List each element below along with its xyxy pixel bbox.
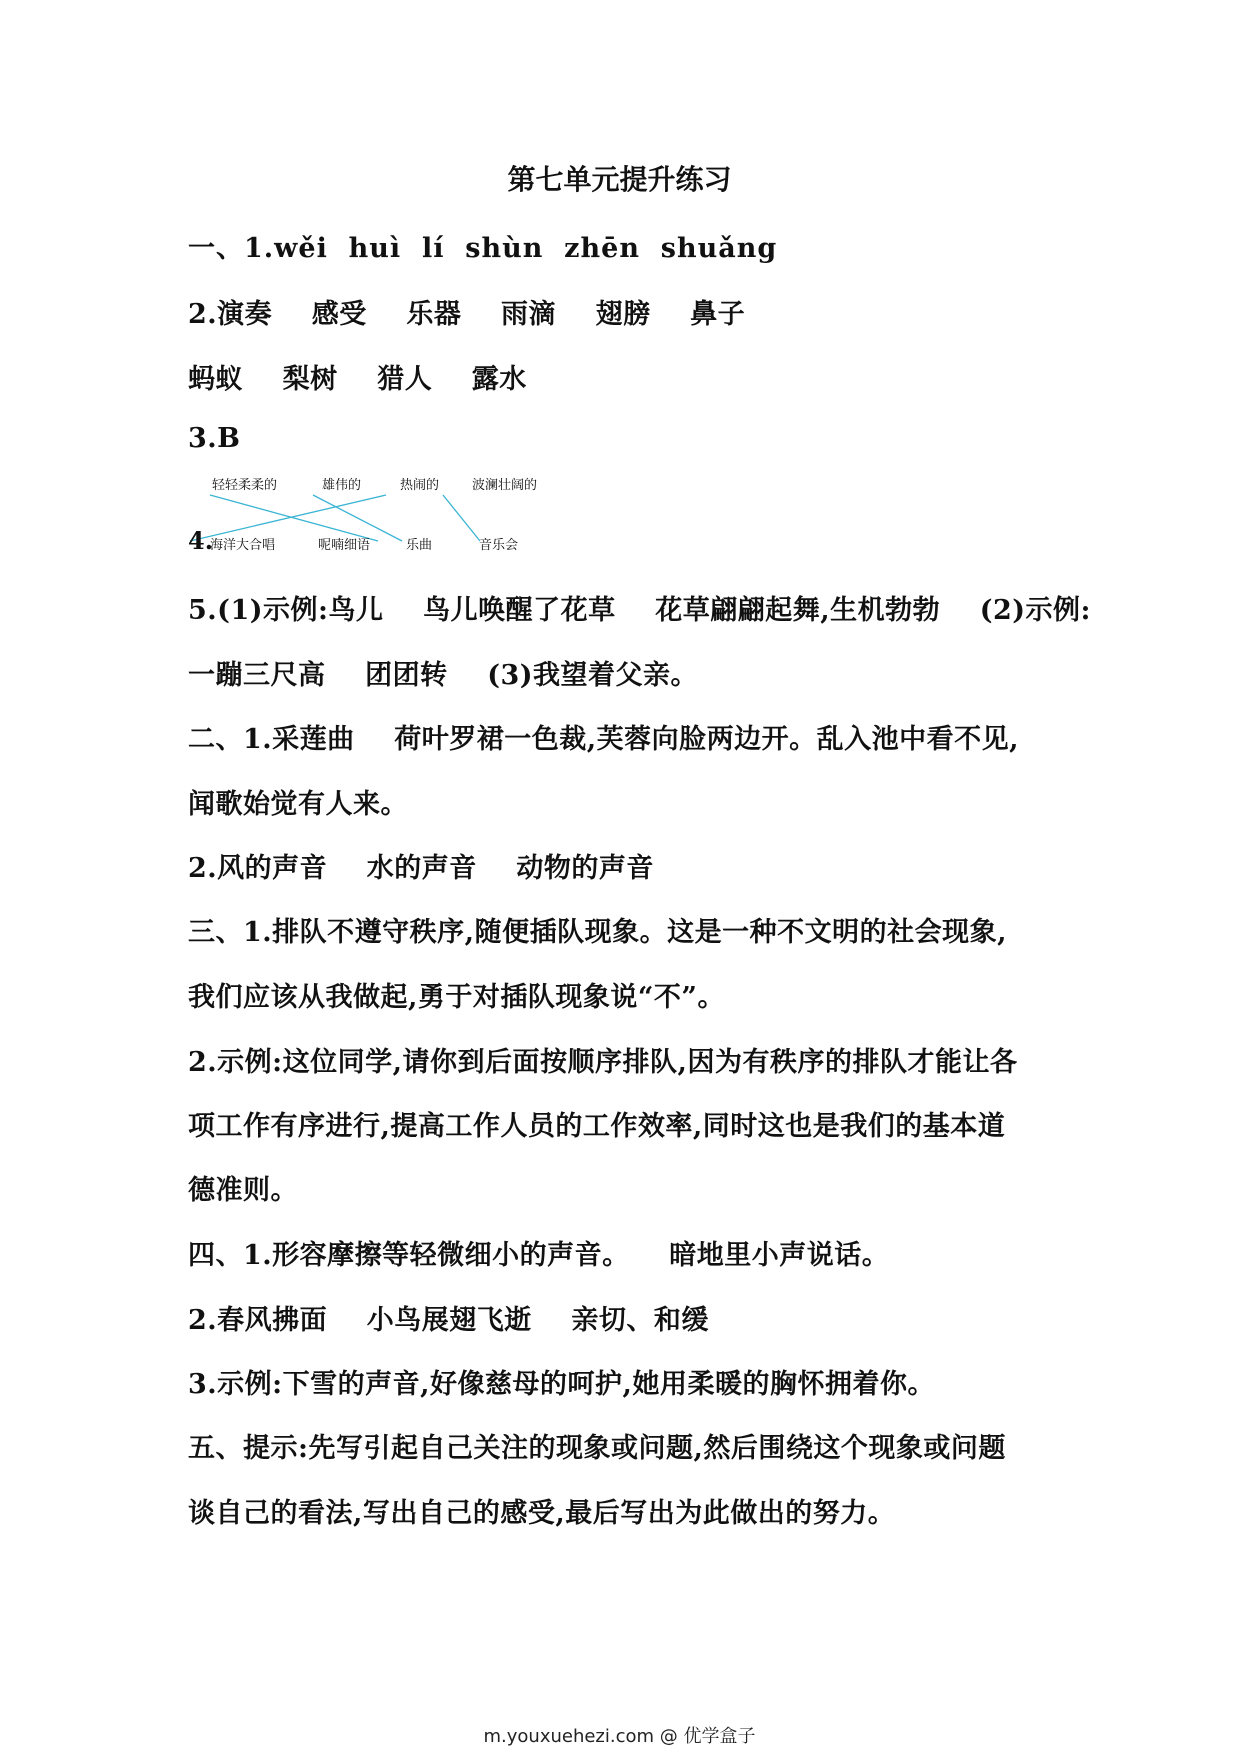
answer-line-9: 2.风的声音 水的声音 动物的声音 [188, 853, 654, 884]
answer-line-12: 2.示例:这位同学,请你到后面按顺序排队,因为有秩序的排队才能让各 [188, 1047, 1018, 1078]
answer-line-10: 三、1.排队不遵守秩序,随便插队现象。这是一种不文明的社会现象, [188, 917, 1007, 948]
match-bottom-3: 乐曲 [406, 538, 433, 553]
answer-line-1: 一、1.wěi huì lí shùn zhēn shuǎng [188, 233, 778, 264]
answer-line-4: 3.B [188, 423, 241, 454]
match-number: 4. [188, 526, 214, 555]
answer-line-19: 谈自己的看法,写出自己的感受,最后写出为此做出的努力。 [188, 1498, 896, 1529]
answer-line-7: 二、1.采莲曲 荷叶罗裙一色裁,芙蓉向脸两边开。乱入池中看不见, [188, 724, 1020, 755]
match-bottom-1: 海洋大合唱 [210, 538, 276, 553]
answer-line-6: 一蹦三尺高 团团转 (3)我望着父亲。 [188, 660, 699, 691]
answer-line-3: 蚂蚁 梨树 猎人 露水 [188, 364, 527, 395]
page-title: 第七单元提升练习 [507, 163, 732, 196]
answer-line-18: 五、提示:先写引起自己关注的现象或问题,然后围绕这个现象或问题 [188, 1433, 1006, 1464]
answer-line-17: 3.示例:下雪的声音,好像慈母的呵护,她用柔暖的胸怀拥着你。 [188, 1369, 935, 1400]
answer-line-13: 项工作有序进行,提高工作人员的工作效率,同时这也是我们的基本道 [188, 1111, 1006, 1142]
answer-line-16: 2.春风拂面 小鸟展翅飞逝 亲切、和缓 [188, 1305, 709, 1336]
answer-line-14: 德准则。 [188, 1175, 298, 1206]
match-bottom-4: 音乐会 [479, 538, 519, 553]
matching-exercise [188, 474, 608, 554]
match-top-1: 轻轻柔柔的 [212, 478, 278, 493]
answer-line-8: 闻歌始觉有人来。 [188, 789, 408, 820]
match-line-4 [443, 495, 480, 541]
answer-line-15: 四、1.形容摩擦等轻微细小的声音。 暗地里小声说话。 [188, 1240, 890, 1271]
answer-line-5: 5.(1)示例:鸟儿 鸟儿唤醒了花草 花草翩翩起舞,生机勃勃 (2)示例: [188, 595, 1091, 626]
match-bottom-2: 呢喃细语 [318, 538, 371, 553]
match-top-2: 雄伟的 [322, 478, 362, 493]
match-top-4: 波澜壮阔的 [472, 478, 538, 493]
footer-watermark: m.youxuehezi.com @ 优学盒子 [483, 1726, 756, 1747]
answer-line-2: 2.演奏 感受 乐器 雨滴 翅膀 鼻子 [188, 299, 746, 330]
answer-line-11: 我们应该从我做起,勇于对插队现象说“不”。 [188, 982, 725, 1013]
match-top-3: 热闹的 [400, 478, 440, 493]
